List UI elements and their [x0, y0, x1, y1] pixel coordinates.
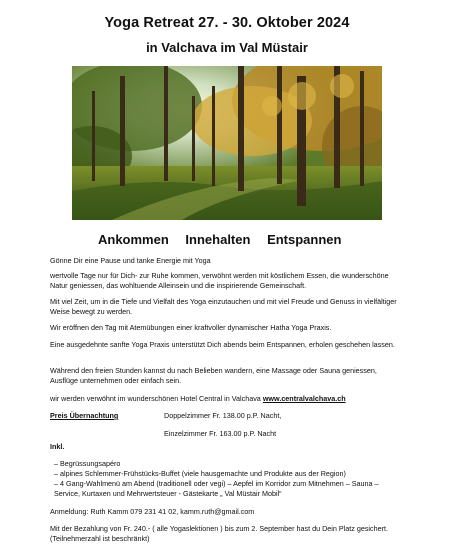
inkl-label: Inkl. [50, 442, 65, 451]
flyer-title: Yoga Retreat 27. - 30. Oktober 2024 [104, 15, 350, 31]
hotel-line [50, 394, 346, 403]
contact-line: Anmeldung: Ruth Kamm 079 231 41 02, kamm.ruth@gmail.com [50, 507, 255, 516]
motto-line [98, 232, 354, 247]
intro-line [50, 256, 402, 266]
motto-word: Entspannen [267, 232, 342, 247]
hotel-text: wir werden verwöhnt im wunderschönen Hotel Central in Valchava [50, 394, 261, 403]
inkl-item: – alpines Schlemmer-Frühstücks-Buffet (viele hausgemachte und Produkte aus der Region) [54, 469, 346, 478]
hotel-link[interactable]: www.centralvalchava.ch [262, 394, 346, 403]
price-label: Preis Übernachtung [50, 411, 119, 420]
flyer-subtitle: in Valchava im Val Müstair [146, 40, 308, 55]
paragraph-block [50, 297, 402, 317]
motto-word: Innehalten [185, 232, 251, 247]
payment-block [50, 524, 402, 544]
inkl-item: – Begrüssungsapéro [54, 459, 121, 468]
paragraph: Wir eröffnen den Tag mit Atemübungen einer kraftvoller dynamischer Hatha Yoga Praxis. [50, 323, 332, 332]
forest-illustration [72, 66, 382, 220]
paragraph: Während den freien Stunden kannst du nach Belieben wandern, eine Massage oder Sauna geniessen, Ausflüge unternehmen oder einfach sein. [50, 366, 377, 385]
paragraph-block [50, 323, 402, 333]
price-single: Einzelzimmer Fr. 163.00 p.P. Nacht [164, 429, 277, 438]
motto-word: Ankommen [98, 232, 169, 247]
paragraph: Eine ausgedehnte sanfte Yoga Praxis unterstützt Dich abends beim Entspannen, erholen geschehen lassen. [50, 340, 395, 349]
paragraph-block [50, 366, 402, 386]
paragraph: wertvolle Tage nur für Dich- zur Ruhe kommen, verwöhnt werden mit köstlichem Essen, die wunderschöne Natur geniessen, das wohltuende Alleinsein und die inspirierende Gemeinschaft. [50, 271, 389, 290]
forest-photo [72, 66, 382, 220]
inkl-list [54, 459, 404, 499]
paragraph: Mit viel Zeit, um in die Tiefe und Vielfalt des Yoga einzutauchen und mit viel Freude und Genuss in vielfältiger Weise bewegt zu werden. [50, 297, 397, 316]
paragraph-block [50, 271, 402, 291]
paragraph: Gönne Dir eine Pause und tanke Energie mit Yoga [50, 256, 211, 265]
paragraph-block [50, 340, 402, 350]
paragraph: Mit der Bezahlung von Fr. 240.- ( alle Yogaslektionen ) bis zum 2. September hast du Dein Platz gesichert. (Teilnehmerzahl ist beschränkt) [50, 524, 388, 543]
inkl-item: – 4 Gang-Wahlmenü am Abend (traditionell oder vegi) – Aepfel im Korridor zum Mitnehmen – Sauna – Service, Kurtaxen und Mehrwertsteuer - Gästekarte „ Val Müstair Mobil“ [54, 479, 379, 498]
price-double: Doppelzimmer Fr. 138.00 p.P. Nacht, [164, 411, 282, 420]
